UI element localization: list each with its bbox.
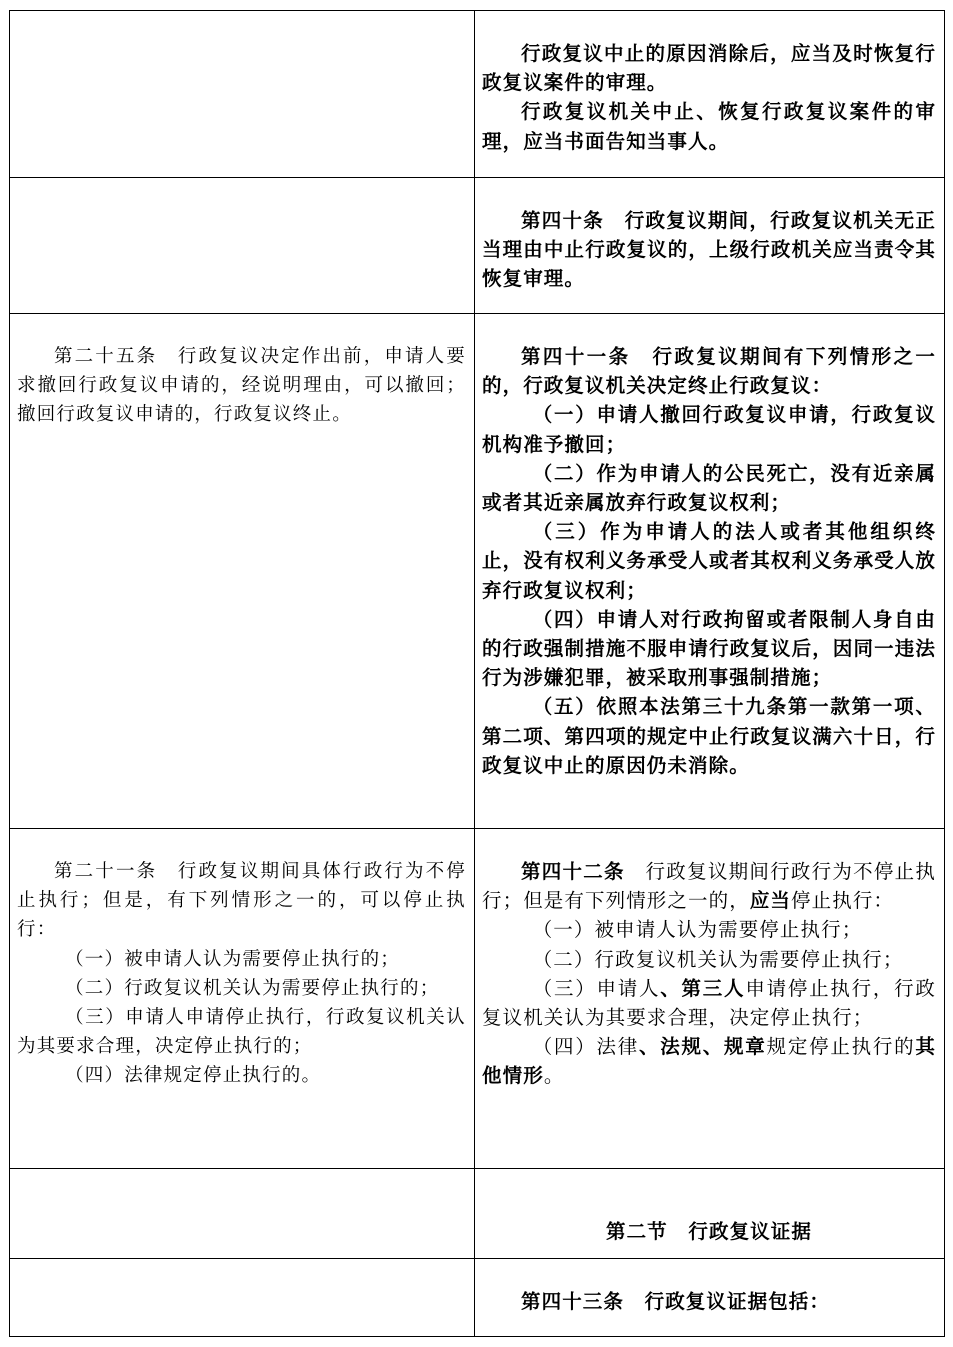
table-row: [10, 314, 945, 829]
list-item: （一）申请人撤回行政复议申请，行政复议机构准予撤回；: [482, 403, 936, 456]
new-text-cell: [475, 1169, 945, 1259]
list-item: （四）申请人对行政拘留或者限制人身自由的行政强制措施不服申请行政复议后，因同一违法行为涉嫌犯罪，被采取刑事强制措施；: [482, 607, 936, 690]
text-span: 申请停止执行，行政复议机关认为其要求合理，决定停止执行；: [482, 976, 936, 1030]
table-row: [10, 178, 945, 314]
list-item: （二）作为申请人的公民死亡，没有近亲属或者其近亲属放弃行政复议权利；: [482, 461, 936, 515]
emphasis-span: 、法规、规章: [639, 1035, 767, 1059]
emphasis-span: 应当: [749, 889, 792, 913]
text-span: （四）法律: [532, 1035, 639, 1059]
text-span: 停止执行：: [791, 889, 895, 913]
table-row: [10, 11, 945, 178]
list-item: （一）被申请人认为需要停止执行；: [532, 918, 863, 942]
old-text-cell: [10, 314, 475, 829]
list-item: （三）作为申请人的法人或者其他组织终止，没有权利义务承受人或者其权利义务承受人放弃行政复议权利；: [482, 520, 936, 602]
text-span: （三）申请人: [532, 976, 661, 1000]
section-heading: 第二节 行政复议证据: [605, 1220, 812, 1243]
old-article-25: 第二十五条 行政复议决定作出前，申请人要求撤回行政复议申请的，经说明理由，可以撤回；撤回行政复议申请的，行政复议终止。: [17, 346, 466, 426]
table-row: [10, 829, 945, 1169]
list-item: [482, 1032, 936, 1090]
list-item: （五）依照本法第三十九条第一款第一项、第二项、第四项的规定中止行政复议满六十日，行政复议中止的原因仍未消除。: [482, 695, 936, 777]
list-item: （三）申请人申请停止执行，行政复议机关认为其要求合理，决定停止执行的；: [17, 1007, 466, 1058]
paragraph: 行政复议机关中止、恢复行政复议案件的审理，应当书面告知当事人。: [482, 100, 936, 153]
table-row: [10, 1169, 945, 1259]
new-text-cell: [475, 829, 945, 1169]
new-text-cell: [475, 178, 945, 314]
paragraph: 行政复议中止的原因消除后，应当及时恢复行政复议案件的审理。: [482, 42, 936, 95]
old-text-cell: [10, 11, 475, 178]
article-40: 第四十条 行政复议期间，行政复议机关无正当理由中止行政复议的，上级行政机关应当责令其恢复审理。: [482, 209, 936, 291]
text-span: 行政复议期间行政行为不停止执行；但是有下列情形之一的，: [482, 860, 936, 913]
list-item: [482, 974, 936, 1032]
old-text-cell: [10, 1169, 475, 1259]
article-43: 第四十三条 行政复议证据包括：: [521, 1290, 831, 1314]
emphasis-span: 其他情形: [482, 1035, 936, 1088]
new-text-cell: [475, 314, 945, 829]
list-item: （二）行政复议机关认为需要停止执行；: [532, 947, 904, 971]
old-text-cell: [10, 829, 475, 1169]
text-span: 。: [543, 1064, 565, 1088]
old-text-cell: [10, 1259, 475, 1337]
new-text-cell: [475, 11, 945, 178]
old-article-21: 第二十一条 行政复议期间具体行政行为不停止执行；但是，有下列情形之一的，可以停止执行：: [17, 861, 466, 941]
list-item: （一）被申请人认为需要停止执行的；: [65, 948, 400, 970]
comparison-table: [9, 10, 945, 1337]
text-span: 规定停止执行的: [766, 1035, 916, 1059]
table-row: [10, 1259, 945, 1337]
list-item: （二）行政复议机关认为需要停止执行的；: [65, 977, 440, 999]
new-text-cell: [475, 1259, 945, 1337]
article-41: 第四十一条 行政复议期间有下列情形之一的，行政复议机关决定终止行政复议：: [482, 345, 936, 398]
article-number: 第四十二条: [521, 860, 625, 883]
article-42: [482, 857, 936, 915]
emphasis-span: 、第三人: [660, 976, 746, 1000]
list-item: （四）法律规定停止执行的。: [65, 1065, 322, 1087]
old-text-cell: [10, 178, 475, 314]
